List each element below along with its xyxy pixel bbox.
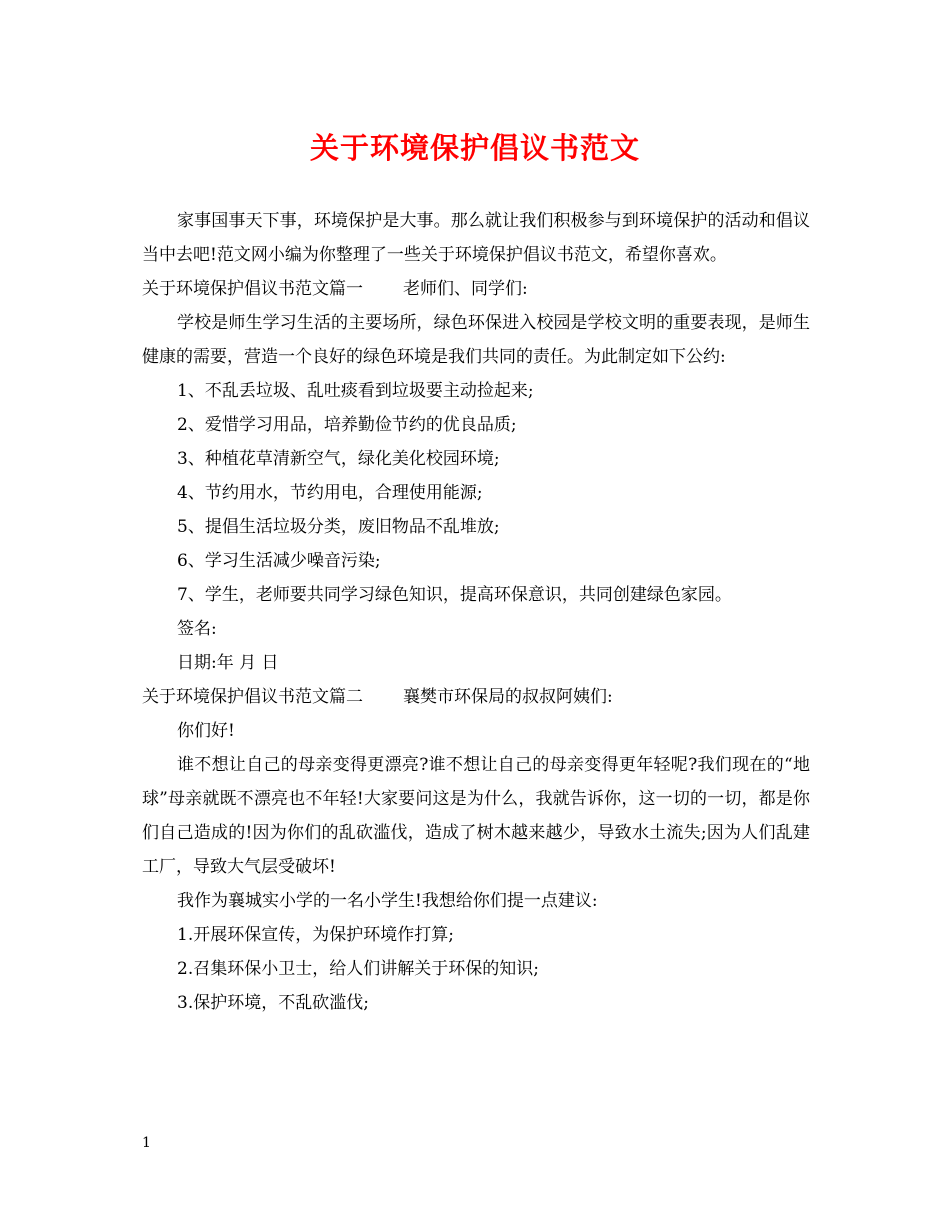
- section2-item: 2.召集环保小卫士，给人们讲解关于环保的知识;: [177, 959, 539, 979]
- date-line: 日期:年 月 日: [177, 653, 279, 673]
- document-body: [142, 204, 810, 1020]
- section2-paragraph: 谁不想让自己的母亲变得更漂亮?谁不想让自己的母亲变得更年轻呢?我们现在的“地球”母亲就既不漂亮也不年轻!大家要问这是为什么，我就告诉你，这一切的一切，都是你们自己造成的!因为你们的乱砍滥伐，造成了树木越来越少，导致水土流失;因为人们乱建工厂，导致大气层受破坏!: [142, 755, 810, 877]
- document-title: 关于环境保护倡议书范文: [309, 131, 640, 165]
- section1-salutation: 老师们、同学们:: [403, 279, 528, 299]
- section2-greeting: 你们好!: [177, 721, 235, 741]
- section1-heading-line: [142, 272, 810, 306]
- intro-paragraph: 家事国事天下事，环境保护是大事。那么就让我们积极参与到环境保护的活动和倡议当中去吧!范文网小编为你整理了一些关于环境保护倡议书范文，希望你喜欢。: [142, 211, 810, 265]
- section1-item: 3、种植花草清新空气，绿化美化校园环境;: [177, 449, 500, 469]
- page-number: 1: [142, 1135, 151, 1151]
- section2-heading-line: [142, 680, 810, 714]
- section1-paragraph: 学校是师生学习生活的主要场所，绿色环保进入校园是学校文明的重要表现，是师生健康的需要，营造一个良好的绿色环境是我们共同的责任。为此制定如下公约:: [142, 313, 810, 367]
- section1-item: 7、学生，老师要共同学习绿色知识，提高环保意识，共同创建绿色家园。: [177, 585, 732, 605]
- section2-heading: 关于环境保护倡议书范文篇二: [142, 687, 363, 707]
- section1-item: 4、节约用水，节约用电，合理使用能源;: [177, 483, 483, 503]
- section2-item: 1.开展环保宣传，为保护环境作打算;: [177, 925, 454, 945]
- section1-item: 6、学习生活减少噪音污染;: [177, 551, 381, 571]
- section1-heading: 关于环境保护倡议书范文篇一: [142, 279, 363, 299]
- signature-line: 签名:: [177, 619, 217, 639]
- section1-item: 5、提倡生活垃圾分类，废旧物品不乱堆放;: [177, 517, 500, 537]
- section1-item: 1、不乱丢垃圾、乱吐痰看到垃圾要主动捡起来;: [177, 381, 534, 401]
- section2-paragraph: 我作为襄城实小学的一名小学生!我想给你们提一点建议:: [177, 891, 598, 911]
- section1-item: 2、爱惜学习用品，培养勤俭节约的优良品质;: [177, 415, 517, 435]
- section2-salutation: 襄樊市环保局的叔叔阿姨们:: [403, 687, 613, 707]
- section2-item: 3.保护环境，不乱砍滥伐;: [177, 993, 369, 1013]
